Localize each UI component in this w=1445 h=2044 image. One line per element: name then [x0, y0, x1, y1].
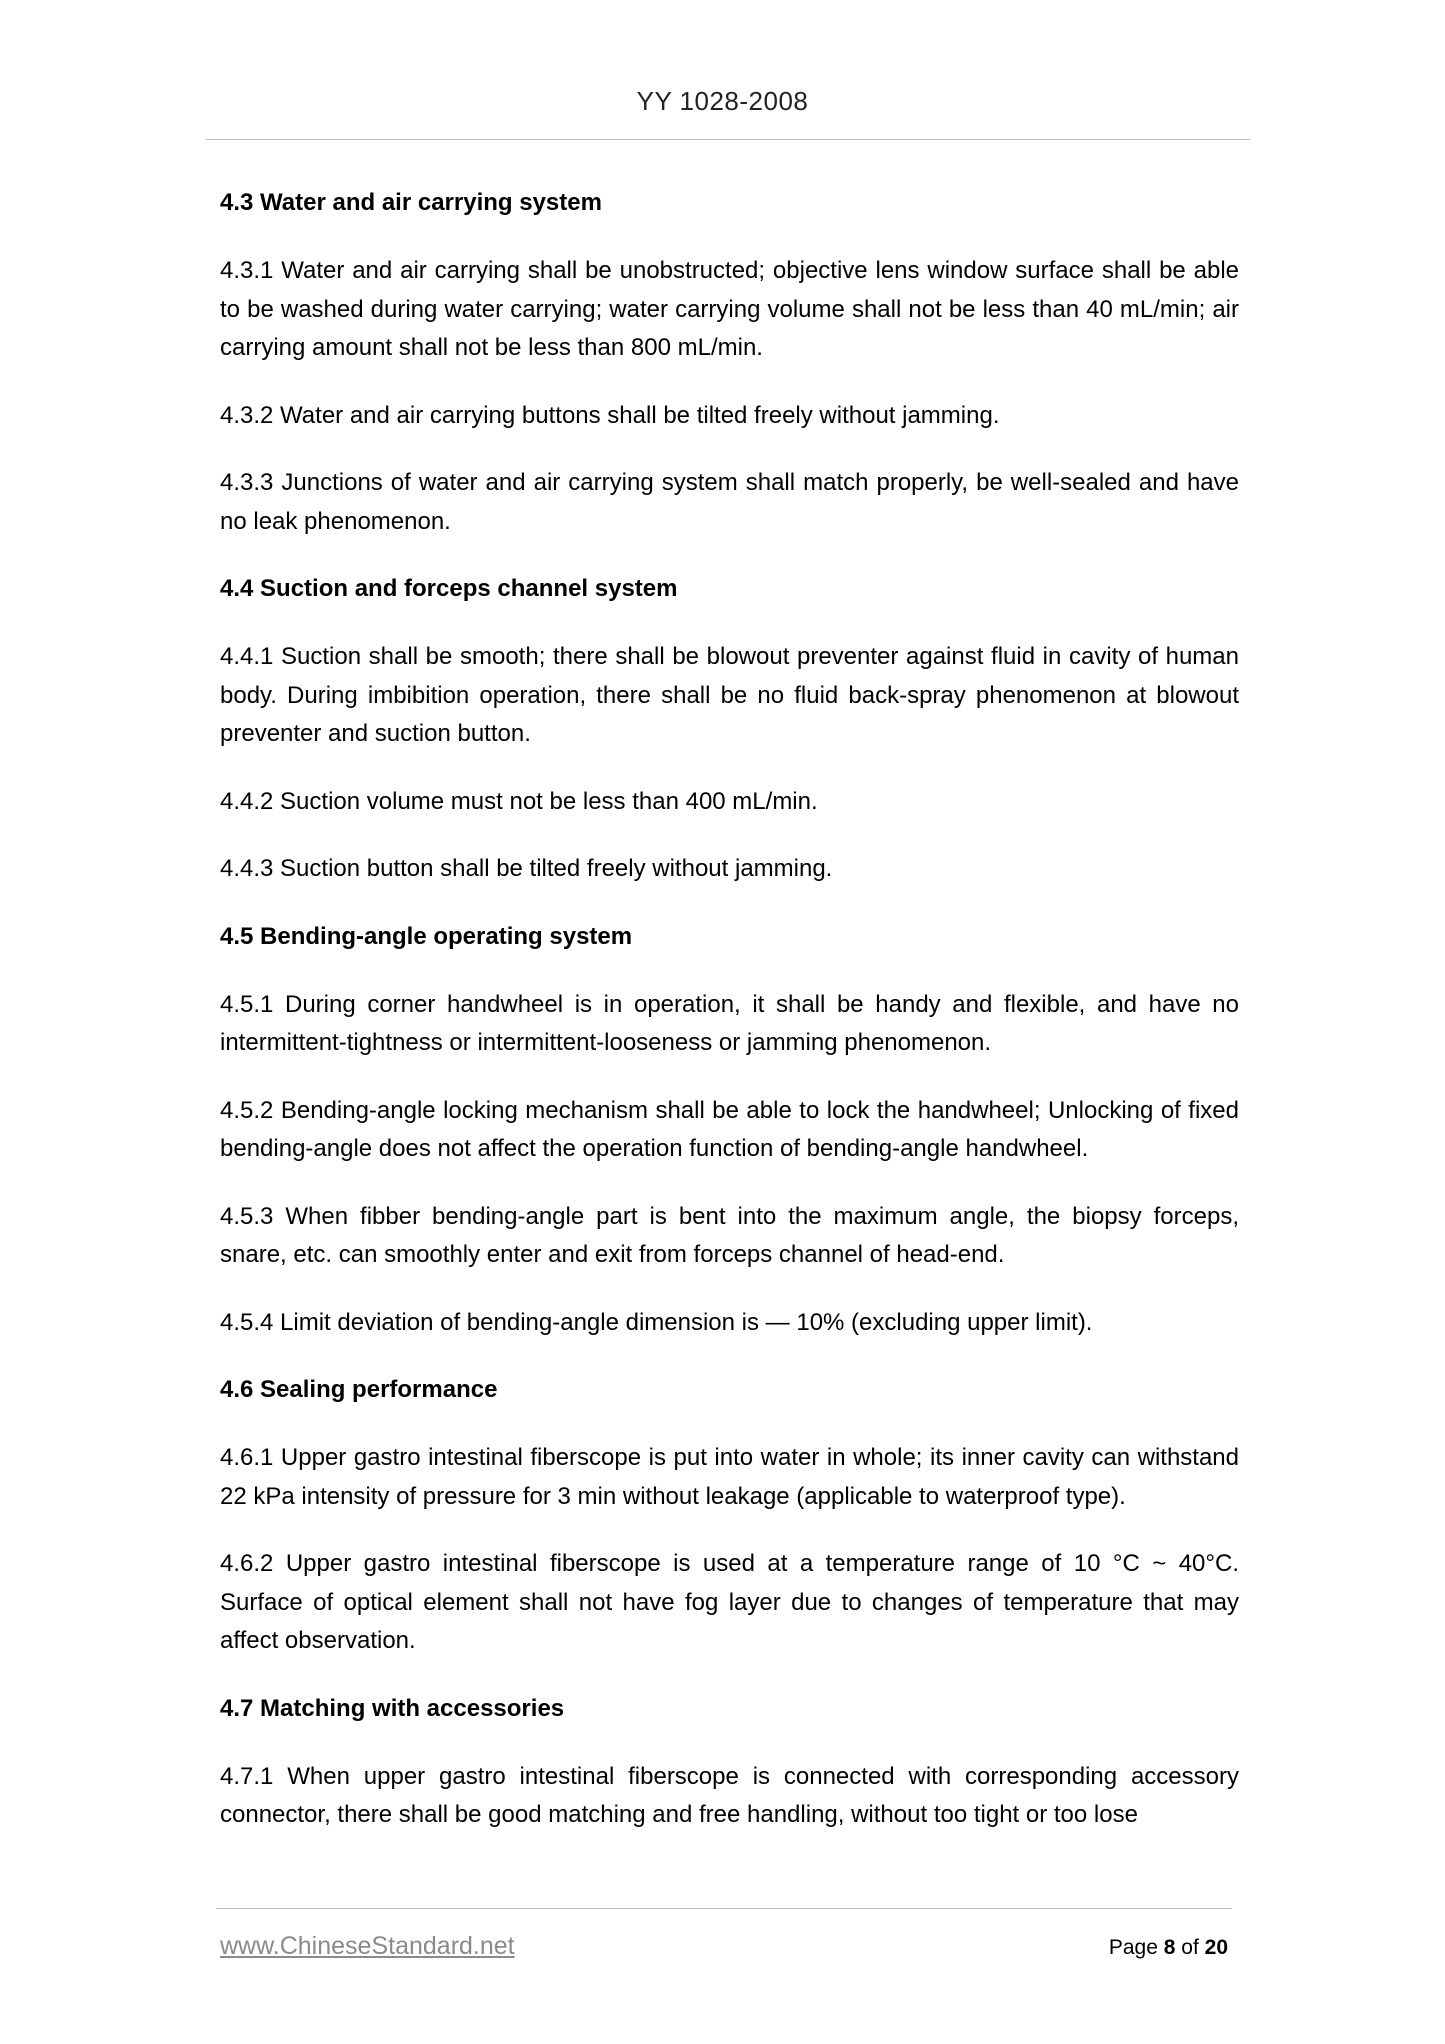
page-total: 20	[1204, 1936, 1228, 1959]
clause-paragraph: 4.3.3 Junctions of water and air carrying system shall match properly, be well-sealed and have no leak phenomenon.	[220, 469, 1239, 535]
header-divider	[206, 139, 1250, 140]
clause-paragraph: 4.5.1 During corner handwheel is in operation, it shall be handy and flexible, and have no intermittent-tightness or intermittent-looseness or jamming phenomenon.	[220, 990, 1239, 1056]
clause-paragraph: 4.4.1 Suction shall be smooth; there shall be blowout preventer against fluid in cavity of human body. During imbibition operation, there shall be no fluid back-spray phenomenon at blowout preventer and suction button.	[220, 643, 1239, 747]
website-link[interactable]: www.ChineseStandard.net	[220, 1932, 515, 1960]
clause-paragraph: 4.5.3 When fibber bending-angle part is bent into the maximum angle, the biopsy forceps, snare, etc. can smoothly enter and exit from forceps channel of head-end.	[220, 1202, 1239, 1268]
document-header-title: YY 1028-2008	[636, 86, 809, 116]
clause-paragraph: 4.6.2 Upper gastro intestinal fiberscope is used at a temperature range of 10 °C ~ 40°C. Surface of optical element shall not have fog layer due to changes of temperature that may affect observation.	[220, 1550, 1239, 1654]
document-body	[220, 184, 1239, 1864]
footer-divider	[216, 1908, 1232, 1909]
page-of: of	[1175, 1936, 1205, 1959]
section-heading: 4.5 Bending-angle operating system	[220, 922, 633, 950]
clause-paragraph: 4.5.2 Bending-angle locking mechanism shall be able to lock the handwheel; Unlocking of fixed bending-angle does not affect the operation function of bending-angle handwheel.	[220, 1096, 1239, 1162]
page-current: 8	[1163, 1936, 1176, 1959]
section-heading: 4.4 Suction and forceps channel system	[220, 575, 678, 602]
clause-paragraph: 4.5.4 Limit deviation of bending-angle dimension is — 10% (excluding upper limit).	[220, 1308, 1093, 1336]
section-heading: 4.6 Sealing performance	[220, 1376, 498, 1403]
page-prefix: Page	[1108, 1936, 1164, 1959]
clause-paragraph: 4.3.2 Water and air carrying buttons shall be tilted freely without jamming.	[220, 401, 1000, 429]
section-heading: 4.7 Matching with accessories	[220, 1694, 565, 1722]
clause-paragraph: 4.4.2 Suction volume must not be less than 400 mL/min.	[220, 787, 818, 815]
clause-paragraph: 4.7.1 When upper gastro intestinal fiberscope is connected with corresponding accessory connector, there shall be good matching and free handling, without too tight or too lose	[220, 1762, 1239, 1828]
section-heading: 4.3 Water and air carrying system	[220, 189, 602, 216]
clause-paragraph: 4.6.1 Upper gastro intestinal fiberscope is put into water in whole; its inner cavity can withstand 22 kPa intensity of pressure for 3 min without leakage (applicable to waterproof type).	[220, 1444, 1239, 1510]
clause-paragraph: 4.4.3 Suction button shall be tilted freely without jamming.	[220, 855, 833, 882]
clause-paragraph: 4.3.1 Water and air carrying shall be unobstructed; objective lens window surface shall be able to be washed during water carrying; water carrying volume shall not be less than 40 mL/min; air carrying amount shall not be less than 800 mL/min.	[220, 257, 1239, 361]
page-number	[1109, 1936, 1228, 1960]
